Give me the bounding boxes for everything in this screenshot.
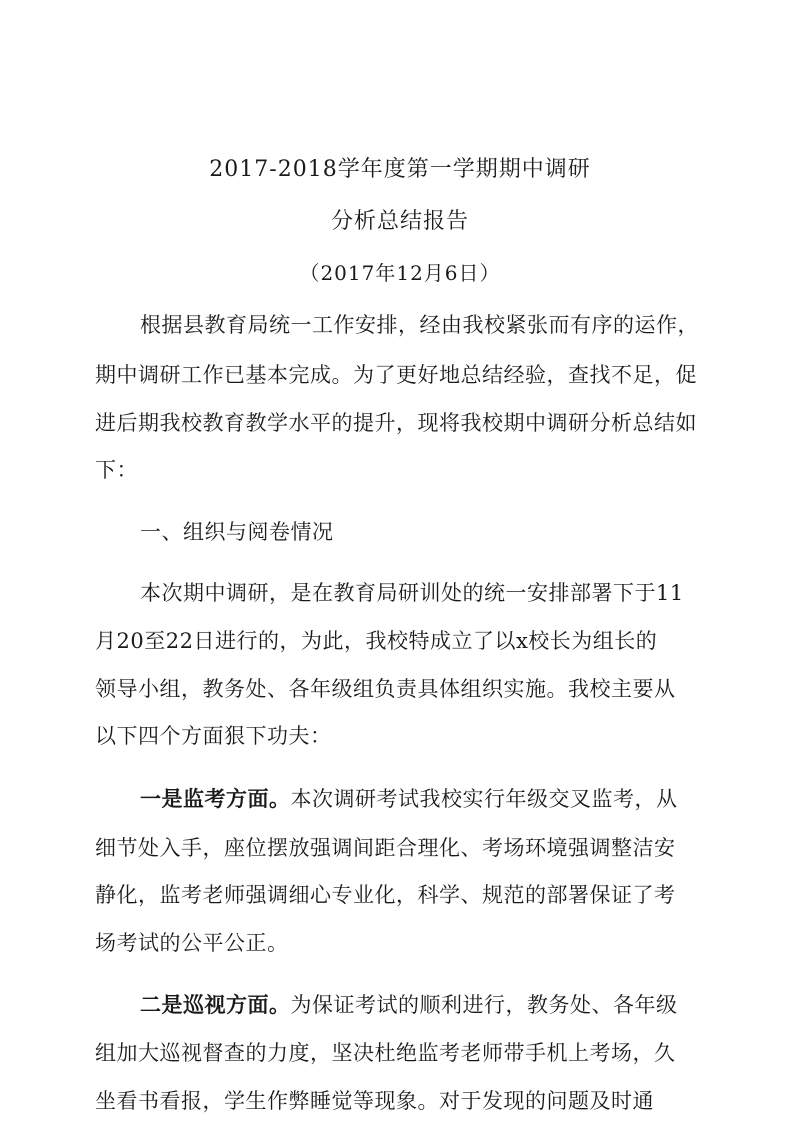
section-heading: 一、组织与阅卷情况 — [140, 520, 334, 544]
point2-label: 二是巡视方面。 — [140, 992, 291, 1017]
point1-line: 场考试的公平公正。 — [95, 931, 289, 955]
point2-line: 组加大巡视督查的力度，坚决杜绝监考老师带手机上考场，久 — [95, 1041, 676, 1065]
report-date: （2017年12月6日） — [299, 261, 501, 285]
point1-line: 细节处入手，座位摆放强调间距合理化、考场环境强调整洁安 — [95, 836, 676, 860]
point1-text: 本次调研考试我校实行年级交叉监考，从 — [290, 787, 678, 811]
title-line-2: 分析总结报告 — [330, 209, 469, 234]
point1-first-line — [140, 784, 715, 814]
point2-line: 坐看书看报，学生作弊睡觉等现象。对于发现的问题及时通 — [95, 1089, 654, 1113]
point2-text: 为保证考试的顺利进行，教务处、各年级 — [290, 993, 678, 1017]
section-line: 以下四个方面狠下功夫： — [95, 724, 332, 748]
point1-label: 一是监考方面。 — [140, 786, 291, 811]
intro-line: 下： — [95, 458, 138, 482]
point1-line: 静化，监考老师强调细心专业化，科学、规范的部署保证了考 — [95, 883, 676, 907]
intro-line: 进后期我校教育教学水平的提升，现将我校期中调研分析总结如 — [95, 411, 697, 435]
title-line-1: 2017-2018学年度第一学期期中调研 — [209, 157, 591, 182]
section-line: 领导小组，教务处、各年级组负责具体组织实施。我校主要从 — [95, 677, 676, 701]
point2-first-line — [140, 990, 715, 1020]
intro-line: 根据县教育局统一工作安排，经由我校紧张而有序的运作， — [140, 313, 699, 337]
intro-line: 期中调研工作已基本完成。为了更好地总结经验，查找不足，促 — [95, 363, 697, 387]
section-line: 本次期中调研，是在教育局研训处的统一安排部署下于11 — [140, 581, 684, 605]
section-line: 月20至22日进行的，为此，我校特成立了以x校长为组长的 — [95, 629, 658, 653]
